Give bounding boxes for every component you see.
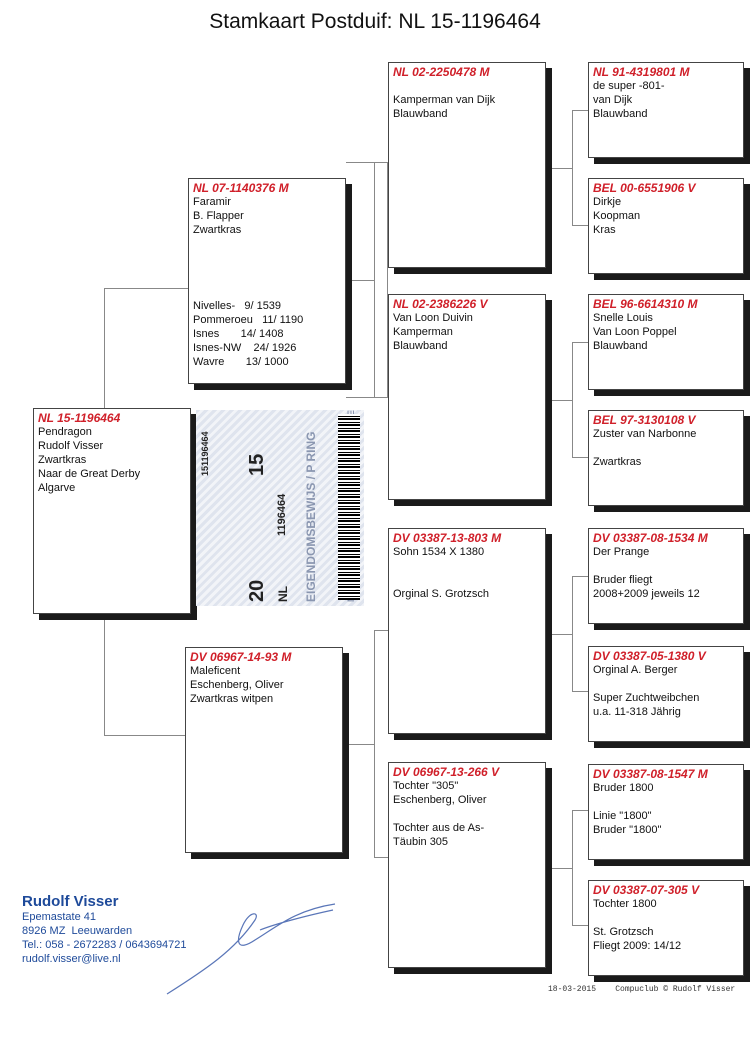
connector-mother-h — [346, 744, 374, 745]
card-line: Orginal S. Grotzsch — [393, 588, 489, 600]
card-line: Naar de Great Derby — [38, 468, 141, 480]
card-line — [389, 807, 545, 821]
card-line: Algarve — [38, 482, 76, 494]
card-line: de super -801- — [593, 80, 665, 92]
ring-certificate-image — [196, 410, 364, 606]
card-line: Blauwband — [593, 108, 648, 120]
pedigree-card-father — [188, 178, 346, 384]
card-line: Täubin 305 — [393, 836, 449, 848]
card-line: St. Grotzsch — [593, 926, 654, 938]
pedigree-card-ggp1 — [588, 62, 744, 158]
pedigree-card-gp2 — [388, 294, 546, 500]
card-line — [589, 441, 743, 455]
owner-email[interactable]: rudolf.visser@live.nl — [22, 953, 121, 965]
connector-gp3-h — [552, 634, 572, 635]
ring-number: DV 03387-08-1547 M — [593, 767, 708, 781]
race-result: Pommeroeu 11/ 1190 — [193, 314, 304, 326]
card-line: Kamperman — [393, 326, 453, 338]
owner-address: Epemastate 41 — [22, 911, 96, 923]
card-line: Bruder 1800 — [593, 782, 654, 794]
pedigree-card-ggp3 — [588, 294, 744, 390]
ring-number: DV 03387-08-1534 M — [593, 531, 708, 545]
footer-credit: 18-03-2015 Compuclub © Rudolf Visser — [548, 985, 736, 994]
card-line: Zwartkras witpen — [190, 693, 274, 705]
connector-father-v — [374, 162, 388, 398]
pedigree-card-gp1 — [388, 62, 546, 268]
card-line: Van Loon Poppel — [593, 326, 677, 338]
race-result: Isnes-NW 24/ 1926 — [193, 342, 297, 354]
pedigree-card-ggp6 — [588, 646, 744, 742]
card-line: van Dijk — [593, 94, 633, 106]
signature-image — [165, 890, 340, 1000]
card-line: Blauwband — [393, 340, 448, 352]
ring-number: BEL 00-6551906 V — [593, 181, 696, 195]
connector-mother — [374, 630, 388, 858]
pedigree-card-ggp8 — [588, 880, 744, 976]
owner-city: 8926 MZ Leeuwarden — [22, 925, 133, 937]
owner-info — [22, 893, 187, 966]
pedigree-card-gp4 — [388, 762, 546, 968]
card-line: Tochter aus de As- — [393, 822, 485, 834]
pedigree-card-ggp4 — [588, 410, 744, 506]
card-line: Kamperman van Dijk — [393, 94, 496, 106]
ring-number: DV 03387-13-803 M — [393, 531, 502, 545]
pedigree-card-mother — [185, 647, 343, 853]
card-line: Eschenberg, Oliver — [190, 679, 284, 691]
certificate-country: NL — [276, 586, 290, 602]
card-line — [589, 559, 743, 573]
card-line: 2008+2009 jeweils 12 — [593, 588, 700, 600]
card-line — [589, 795, 743, 809]
card-line: Sohn 1534 X 1380 — [393, 546, 485, 558]
certificate-year-b: 15 — [246, 453, 268, 476]
connector-gp1-h — [552, 168, 572, 169]
card-line: Zwartkras — [38, 454, 87, 466]
connector-gp4 — [572, 810, 588, 926]
card-line: Zwartkras — [593, 456, 642, 468]
connector-gp2 — [572, 342, 588, 458]
card-line: Super Zuchtweibchen — [593, 692, 700, 704]
ring-number: DV 06967-13-266 V — [393, 765, 500, 779]
owner-name: Rudolf Visser — [22, 893, 119, 910]
race-result: Isnes 14/ 1408 — [193, 328, 284, 340]
pedigree-card-ggp2 — [588, 178, 744, 274]
certificate-year-a: 20 — [246, 579, 268, 602]
card-line: Rudolf Visser — [38, 440, 104, 452]
card-line: Zuster van Narbonne — [593, 428, 697, 440]
ring-number: NL 15-1196464 — [38, 411, 121, 425]
card-line — [589, 677, 743, 691]
race-result: Nivelles- 9/ 1539 — [193, 300, 282, 312]
ring-number: NL 91-4319801 M — [593, 65, 690, 79]
card-line — [389, 559, 545, 573]
card-line: Tochter 1800 — [593, 898, 657, 910]
certificate-number: 1196464 — [276, 493, 288, 536]
card-line: Maleficent — [190, 665, 241, 677]
ring-number: DV 06967-14-93 M — [190, 650, 292, 664]
race-result: Wavre 13/ 1000 — [193, 356, 289, 368]
card-line: B. Flapper — [193, 210, 244, 222]
pedigree-card-ggp7 — [588, 764, 744, 860]
card-line: Pendragon — [38, 426, 92, 438]
card-line — [389, 79, 545, 93]
connector-gp2-h — [552, 400, 572, 401]
ring-number: NL 02-2386226 V — [393, 297, 488, 311]
ring-number: BEL 97-3130108 V — [593, 413, 696, 427]
connector-father-h — [346, 280, 374, 281]
ring-number: NL 07-1140376 M — [193, 181, 289, 195]
card-line — [389, 573, 545, 587]
card-line: Faramir — [193, 196, 231, 208]
card-line: Linie "1800" — [593, 810, 652, 822]
ring-number: BEL 96-6614310 M — [593, 297, 698, 311]
card-line: u.a. 11-318 Jährig — [593, 706, 681, 718]
card-line: Eschenberg, Oliver — [393, 794, 487, 806]
card-line: Blauwband — [393, 108, 448, 120]
card-line: Koopman — [593, 210, 641, 222]
card-line: Orginal A. Berger — [593, 664, 678, 676]
owner-phone: Tel.: 058 - 2672283 / 0643694721 — [22, 939, 187, 951]
card-line: Van Loon Duivin — [393, 312, 473, 324]
card-line: Dirkje — [593, 196, 622, 208]
certificate-barcode-number: 151196464 — [200, 431, 210, 476]
card-line: Blauwband — [593, 340, 648, 352]
card-line: Snelle Louis — [593, 312, 653, 324]
pedigree-card-subject — [33, 408, 191, 614]
card-line: Kras — [593, 224, 616, 236]
pedigree-card-ggp5 — [588, 528, 744, 624]
pedigree-card-gp3 — [388, 528, 546, 734]
card-line: Der Prange — [593, 546, 650, 558]
card-line — [589, 911, 743, 925]
barcode — [338, 414, 360, 600]
card-line: Fliegt 2009: 14/12 — [593, 940, 682, 952]
card-line: Tochter "305" — [393, 780, 459, 792]
connector-gp4-h — [552, 868, 572, 869]
ring-number: DV 03387-05-1380 V — [593, 649, 706, 663]
certificate-title: EIGENDOMSBEWIJS / P RING — [304, 431, 318, 602]
card-line: Bruder "1800" — [593, 824, 662, 836]
card-line: Bruder fliegt — [593, 574, 653, 586]
ring-number: NL 02-2250478 M — [393, 65, 490, 79]
connector-gp3 — [572, 576, 588, 692]
ring-number: DV 03387-07-305 V — [593, 883, 700, 897]
page-title: Stamkaart Postduif: NL 15-1196464 — [209, 10, 541, 33]
card-line: Zwartkras — [193, 224, 242, 236]
connector-gp1 — [572, 110, 588, 226]
